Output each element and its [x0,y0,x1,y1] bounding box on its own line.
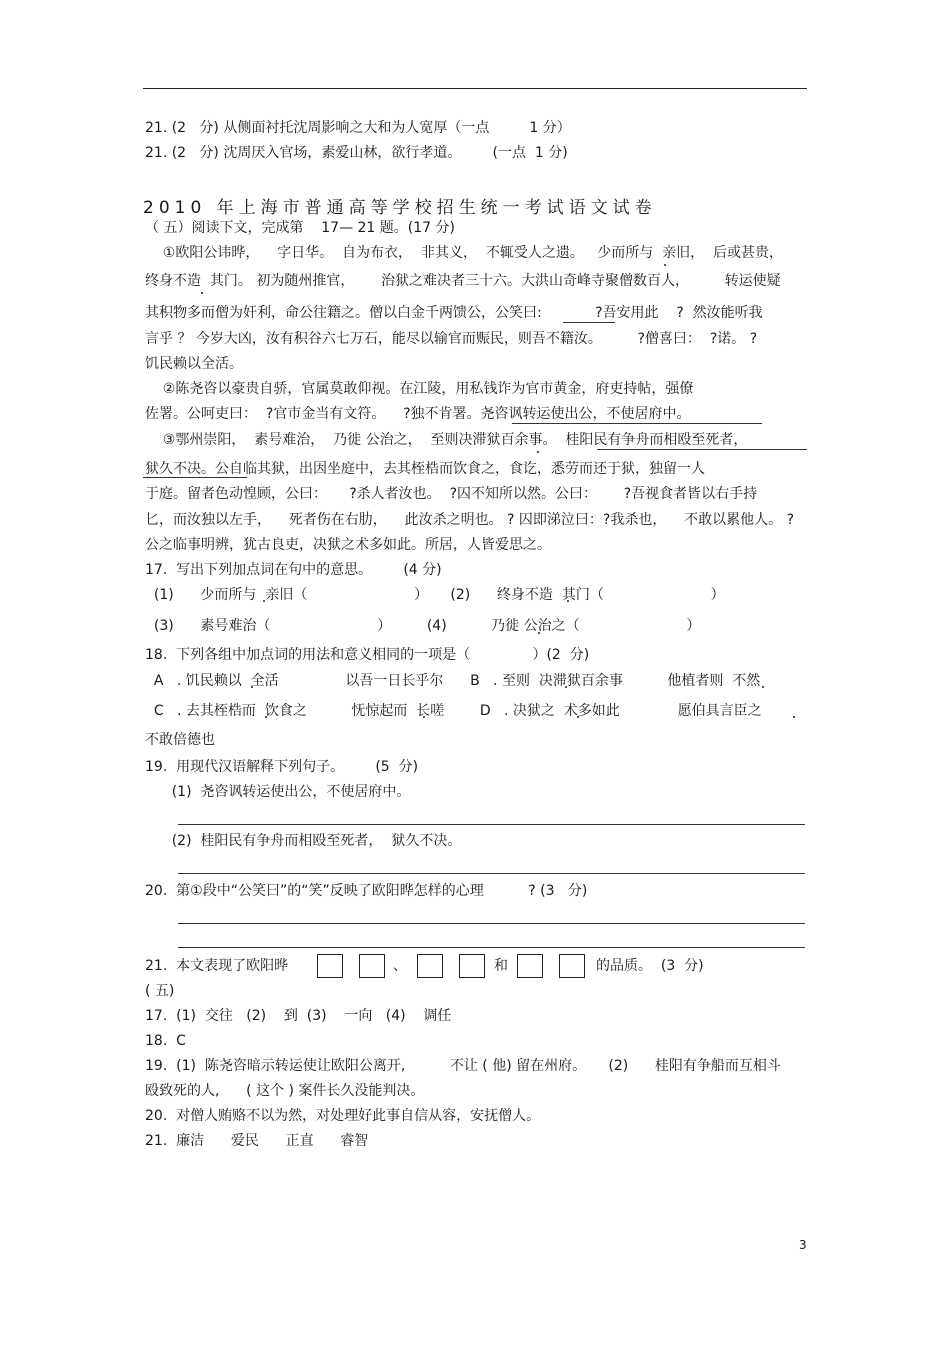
answer-19: 19. (1) 陈尧咨暗示转运使让欧阳公离开, 不让 ( 他) 留在州府。 (2) 桂阳有争船而互相斗 [145,1058,781,1074]
answer-21: 21. 廉洁 爱民 正直 睿智 [145,1133,369,1149]
question-21-separator: 和 [494,958,508,974]
answer-line[interactable] [178,873,805,874]
answer-box[interactable] [517,954,543,978]
question-17-row: (3) 素号难治（ ） (4) 乃徙 公治之（ ） [145,618,701,634]
passage-line: 狱久不决。公自临其狱，出因坐庭中，去其桎梏而饮食之，食讫，悉劳而还于狱，独留一人 [145,461,705,477]
answer-line[interactable] [178,947,805,948]
question-19-item: (1) 尧咨讽转运使出公，不使居府中。 [145,784,411,800]
emphasis-dot [201,292,203,294]
answer-line[interactable] [178,824,805,825]
prev-answer-21a: 21. (2 分) 从侧面衬托沈周影响之大和为人宽厚（一点 1 分） [145,120,571,136]
answer-box[interactable] [417,954,443,978]
passage-line: 饥民赖以全活。 [145,356,243,372]
answer-20: 20. 对僧人贿赂不以为然，对处理好此事自信从容，安抚僧人。 [145,1108,541,1124]
answer-box[interactable] [317,954,343,978]
question-18-options: A . 饥民赖以 全活 以吾一日长乎尔 B . 至则 决滞狱百余事 他植者则 不然 [145,673,761,689]
emphasis-dot [664,264,666,266]
passage-line: 其积物多而僧为奸利，命公往籍之。僧以白金千两馈公，公笑曰: ?吾安用此 ? 然汝能听我 [145,305,763,321]
answer-box[interactable] [559,954,585,978]
passage-line: ①欧阳公讳晔， 字日华。 自为布衣， 非其义， 不辄受人之遗。 少而所与 亲旧， 后或甚贵， [145,245,784,261]
answer-line[interactable] [178,923,805,924]
question-19-stem: 19. 用现代汉语解释下列句子。 (5 分) [145,759,419,775]
question-20-stem: 20. 第①段中“公笑曰”的“笑”反映了欧阳晔怎样的心理 ? (3 分) [145,883,588,899]
emphasis-dot [762,686,764,688]
answer-box[interactable] [459,954,485,978]
question-19-item: (2) 桂阳民有争舟而相殴至死者， 狱久不决。 [145,833,462,849]
header-rule [143,88,807,89]
passage-line: 于庭。留者色动惶顾，公曰： ?杀人者汝也。 ?囚不知所以然。公曰： ?吾视食者皆以右手持 [145,486,758,502]
passage-line: 终身不造 其门。 初为随州推官， 治狱之难决者三十六。大洪山奇峰寺聚僧数百人， 转运使疑 [145,273,781,289]
sentence-underline [512,423,762,424]
answer-17: 17. (1) 交往 (2) 到 (3) 一向 (4) 调任 [145,1008,452,1024]
sentence-underline [597,449,807,450]
passage-line: ②陈尧咨以豪贵自骄，官属莫敢仰视。在江陵，用私钱诈为官市黄金，府吏持帖，强僚 [145,381,694,397]
passage-line: 匕，而汝独以左手， 死者伤在右肋， 此汝杀之明也。 ? 囚即涕泣曰：?我杀也， 不敢以累他人。 ? [145,512,795,528]
question-17-row: (1) 少而所与 亲旧（ ） (2) 终身不造 其门（ ） [145,587,725,603]
exam-title: 2010 年上海市普通高等学校招生统一考试语文试卷 [143,198,657,218]
page-number: 3 [799,1238,807,1252]
answer-box[interactable] [359,954,385,978]
question-17-stem: 17. 写出下列加点词在句中的意思。 (4 分) [145,562,442,578]
section-heading: （ 五）阅读下文，完成第 17— 21 题。(17 分) [145,220,455,236]
passage-line: ③鄂州崇阳， 素号难治， 乃徙 公治之， 至则决滞狱百余事。 桂阳民有争舟而相殴至死者， [145,432,748,448]
question-21-suffix: 的品质。 (3 分) [596,958,704,974]
question-18-options: 不敢倍德也 [145,732,215,748]
prev-answer-21b: 21. (2 分) 沈周厌入官场，素爱山林，欲行孝道。 (一点 1 分) [145,145,568,161]
answer-heading: ( 五) [145,983,175,999]
emphasis-dot [537,451,539,453]
passage-line: 佐署。公呵吏曰： ?官市金当有文符。 ?独不肯署。尧咨讽转运使出公，不使居府中。 [145,406,691,422]
blank-underline [563,322,615,323]
question-18-options: C . 去其桎梏而 饮食之 怃惊起而 长嗟 D . 决狱之 术多如此 愿伯具言臣之 [145,703,762,719]
question-21-separator: 、 [393,958,407,974]
passage-line: 公之临事明辨，犹古良吏，决狱之术多如此。所居，人皆爱思之。 [145,537,551,553]
answer-19: 殴致死的人, ( 这个 ) 案件长久没能判决。 [145,1083,425,1099]
question-18-stem: 18. 下列各组中加点词的用法和意义相同的一项是（ ）(2 分) [145,647,590,663]
question-21-prefix: 21. 本文表现了欧阳晔 [145,958,289,974]
sentence-underline [143,477,247,478]
emphasis-dot [793,716,795,718]
passage-line: 言乎 ？ 今岁大凶，汝有积谷六七万石，能尽以输官而赈民，则吾不籍汝。 ?僧喜曰： ?诺。 ? [145,331,758,347]
answer-18: 18. C [145,1033,186,1049]
